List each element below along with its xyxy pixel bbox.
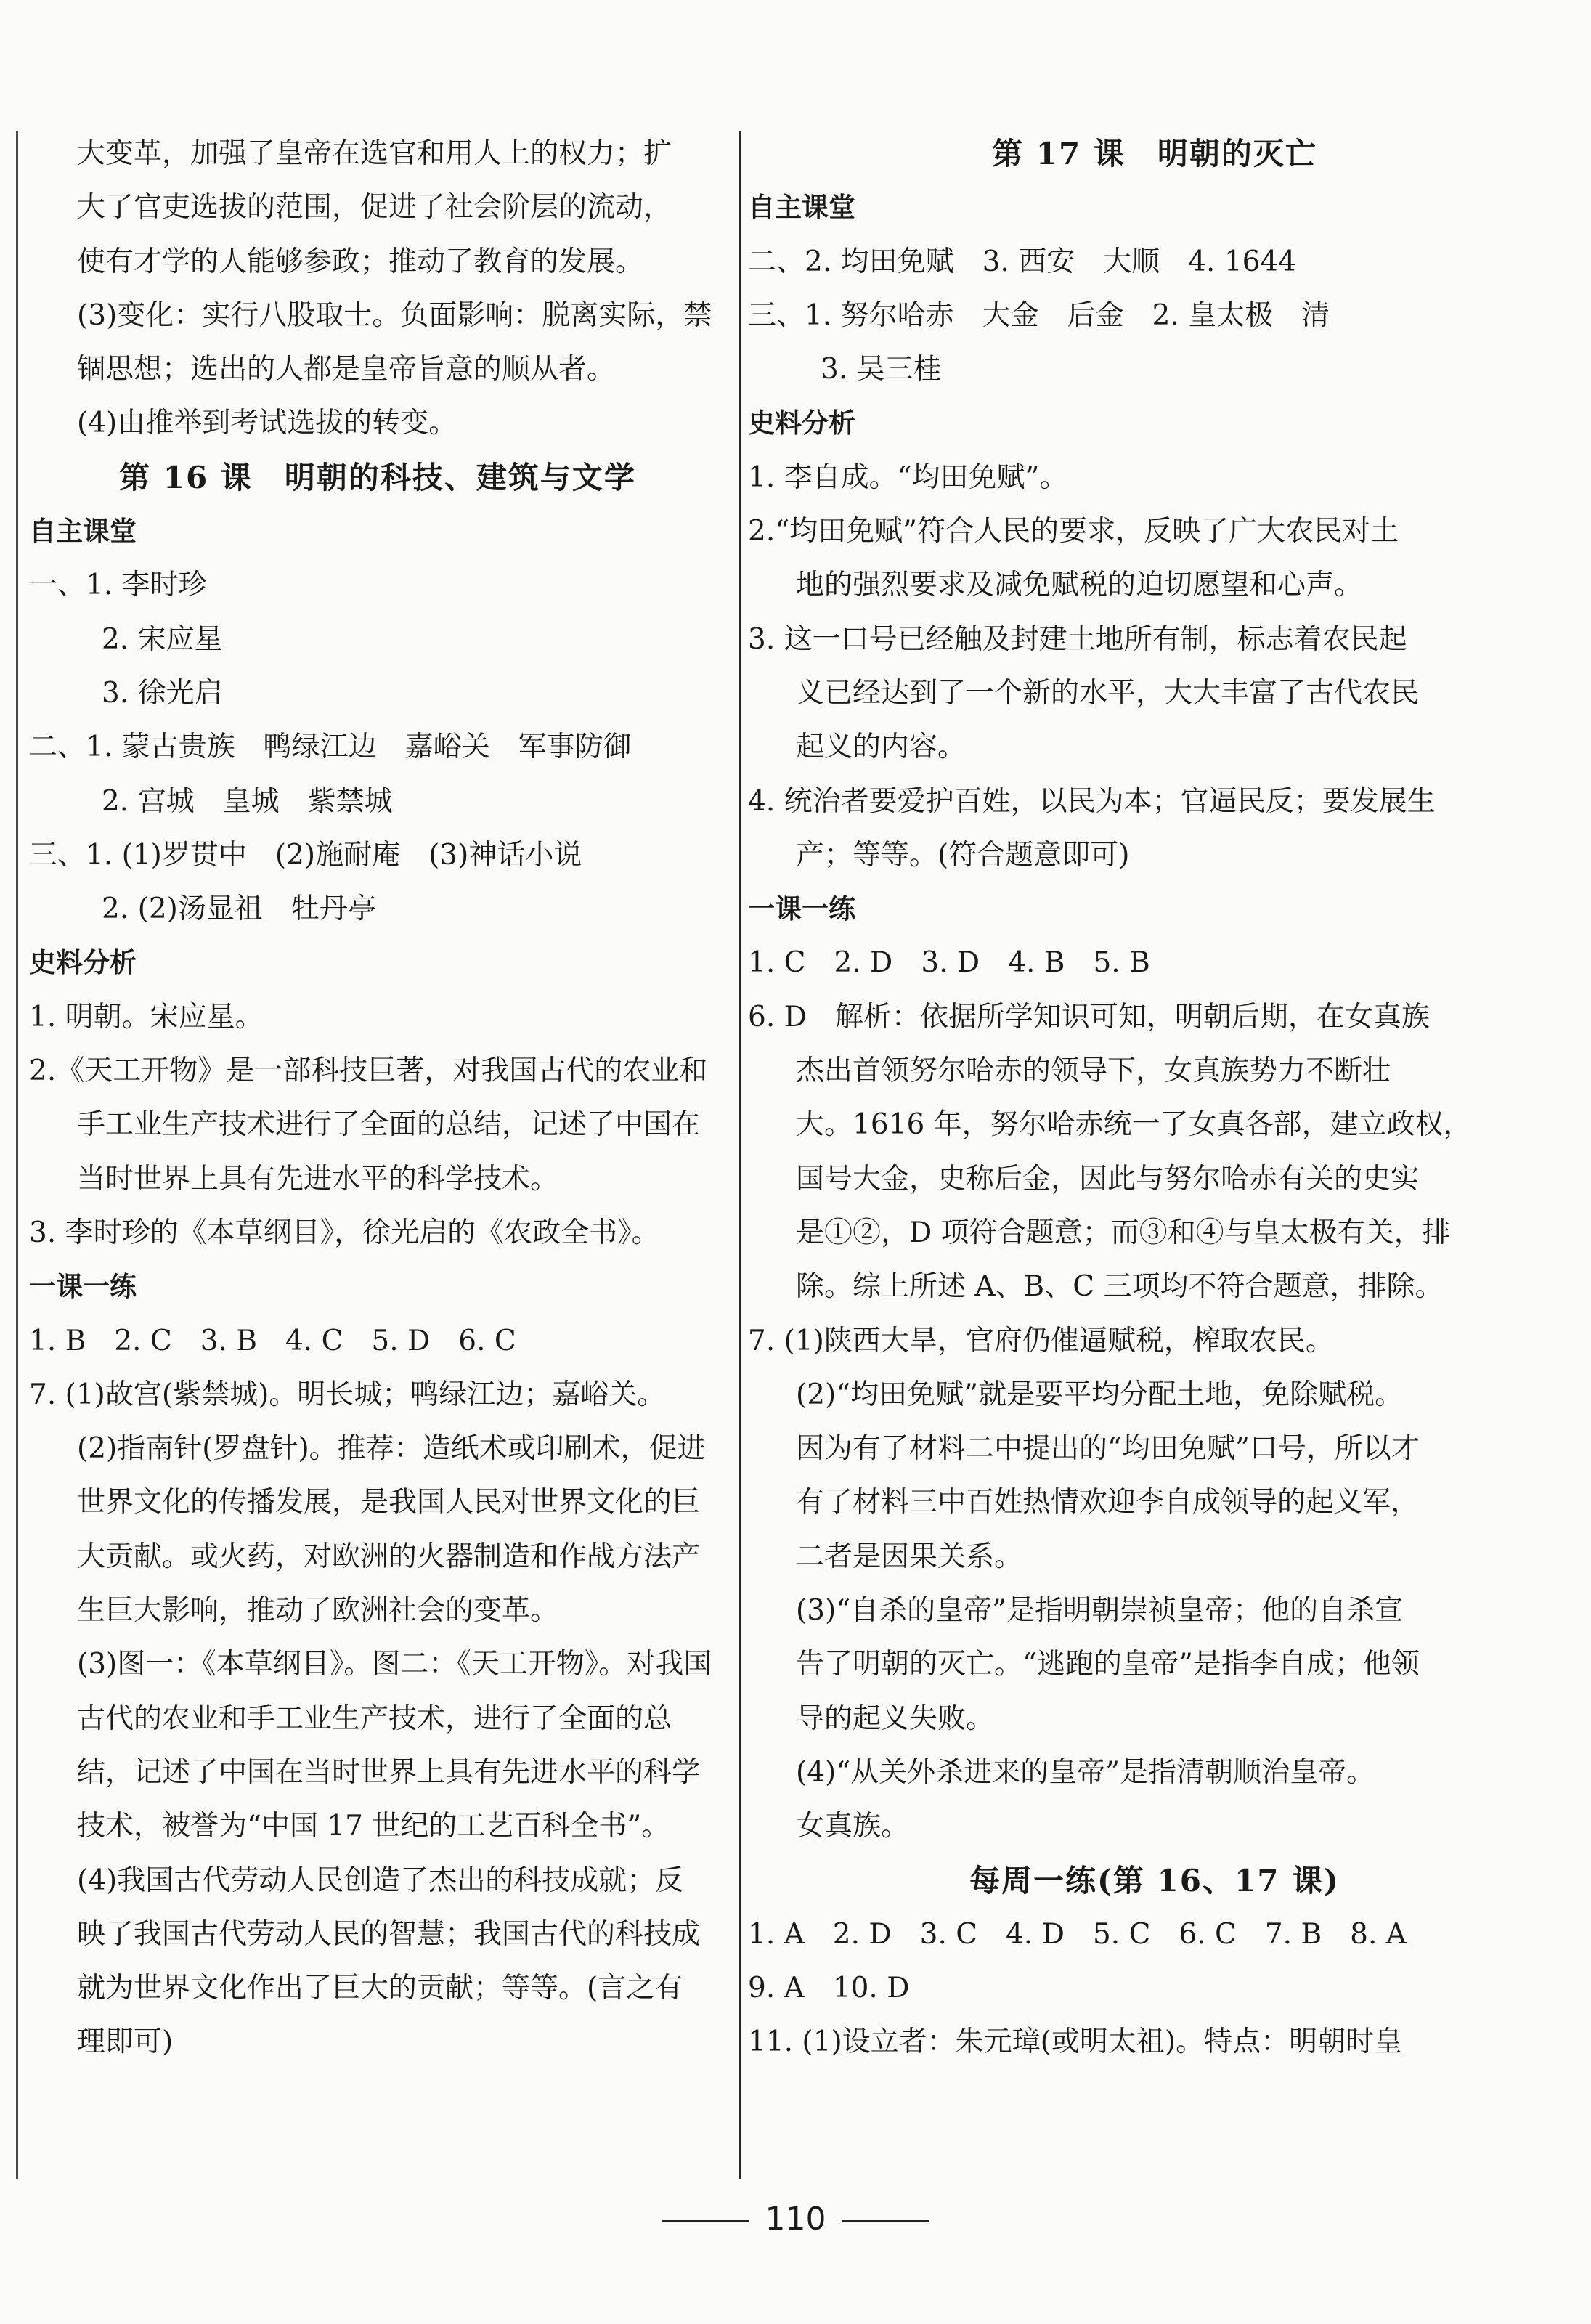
right-text-line: (3)“自杀的皇帝”是指明朝崇祯皇帝；他的自杀宣 (796, 1594, 1404, 1628)
left-text-line: 2.《天工开物》是一部科技巨著，对我国古代的农业和 (29, 1055, 708, 1088)
left-text-line: 大了官吏选拔的范围，促进了社会阶层的流动， (77, 191, 672, 224)
left-section-label: 自主课堂 (29, 516, 137, 548)
left-section-label: 一课一练 (29, 1271, 137, 1303)
right-text-line: 产；等等。(符合题意即可) (796, 838, 1130, 871)
left-text-line: 3. 徐光启 (102, 676, 223, 710)
left-text-line: 世界文化的传播发展，是我国人民对世界文化的巨 (77, 1486, 701, 1519)
left-text-line: 映了我国古代劳动人民的智慧；我国古代的科技成 (77, 1917, 701, 1951)
right-text-line: 7. (1)陕西大旱，官府仍催逼赋税，榨取农民。 (748, 1324, 1334, 1357)
left-text-line: 使有才学的人能够参政；推动了教育的发展。 (77, 245, 644, 278)
left-section-label: 史料分析 (29, 947, 137, 979)
right-text-line: 地的强烈要求及减免赋税的迫切愿望和心声。 (796, 569, 1363, 602)
right-column (748, 127, 1561, 2070)
left-text-line: (3)变化：实行八股取士。负面影响：脱离实际，禁 (77, 298, 712, 332)
left-text-line: 当时世界上具有先进水平的科学技术。 (77, 1162, 559, 1195)
right-text-line: 义已经达到了一个新的水平，大大丰富了古代农民 (796, 676, 1420, 710)
right-text-line: 因为有了材料二中提出的“均田免赋”口号，所以才 (796, 1432, 1420, 1466)
page-number: 110 (765, 2201, 826, 2238)
right-section-label: 史料分析 (748, 407, 855, 439)
right-text-line: 二、2. 均田免赋 3. 西安 大顺 4. 1644 (748, 245, 1297, 278)
column-divider (739, 131, 741, 2179)
right-text-line: 杰出首领努尔哈赤的领导下，女真族势力不断壮 (796, 1055, 1391, 1088)
left-text-line: 1. B 2. C 3. B 4. C 5. D 6. C (29, 1324, 516, 1357)
left-text-line: 大贡献。或火药，对欧洲的火器制造和作战方法产 (77, 1540, 701, 1573)
left-text-line: (3)图一：《本草纲目》。图二：《天工开物》。对我国 (77, 1648, 712, 1681)
right-text-line: 除。综上所述 A、B、C 三项均不符合题意，排除。 (796, 1270, 1444, 1304)
left-text-line: 技术，被誉为“中国 17 世纪的工艺百科全书”。 (77, 1810, 670, 1843)
left-text-line: (2)指南针(罗盘针)。推荐：造纸术或印刷术，促进 (77, 1432, 706, 1466)
left-text-line: 结，记述了中国在当时世界上具有先进水平的科学 (77, 1755, 701, 1789)
right-text-line: 是①②，D 项符合题意；而③和④与皇太极有关，排 (796, 1216, 1451, 1249)
right-lesson-heading: 第 17 课 明朝的灭亡 (992, 136, 1317, 171)
left-column (29, 127, 726, 2070)
left-text-line: (4)我国古代劳动人民创造了杰出的科技成就；反 (77, 1864, 684, 1897)
right-text-line: 国号大金，史称后金，因此与努尔哈赤有关的史实 (796, 1162, 1420, 1195)
left-text-line: 一、1. 李时珍 (29, 569, 207, 602)
left-text-line: 2. 宋应星 (102, 622, 223, 656)
right-text-line: 6. D 解析：依据所学知识可知，明朝后期，在女真族 (748, 1000, 1430, 1033)
right-text-line: (4)“从关外杀进来的皇帝”是指清朝顺治皇帝。 (796, 1755, 1375, 1789)
left-text-line: 二、1. 蒙古贵族 鸭绿江边 嘉峪关 军事防御 (29, 731, 632, 764)
right-text-line: 3. 吴三桂 (821, 353, 942, 386)
right-text-line: 起义的内容。 (796, 731, 967, 764)
left-text-line: 1. 明朝。宋应星。 (29, 1000, 264, 1033)
right-text-line: 有了材料三中百姓热情欢迎李自成领导的起义军， (796, 1486, 1420, 1519)
left-text-line: 2. (2)汤显祖 牡丹亭 (102, 893, 376, 926)
right-section-label: 一课一练 (748, 893, 855, 925)
right-text-line: 导的起义失败。 (796, 1702, 995, 1735)
right-text-line: 女真族。 (796, 1810, 910, 1843)
right-text-line: 1. C 2. D 3. D 4. B 5. B (748, 946, 1150, 980)
left-text-line: (4)由推举到考试选拔的转变。 (77, 407, 457, 440)
right-text-line: 9. A 10. D (748, 1972, 910, 2005)
page-footer (0, 2201, 1591, 2238)
left-text-line: 锢思想；选出的人都是皇帝旨意的顺从者。 (77, 353, 616, 386)
left-lesson-heading: 第 16 课 明朝的科技、建筑与文学 (119, 459, 636, 495)
left-text-line: 手工业生产技术进行了全面的总结，记述了中国在 (77, 1108, 701, 1142)
left-text-line: 生巨大影响，推动了欧洲社会的变革。 (77, 1594, 559, 1628)
footer-dash-left (662, 2220, 749, 2222)
left-text-line: 3. 李时珍的《本草纲目》，徐光启的《农政全书》。 (29, 1216, 660, 1249)
right-text-line: 告了明朝的灭亡。“逃跑的皇帝”是指李自成；他领 (796, 1648, 1420, 1681)
left-text-line: 理即可) (77, 2026, 174, 2059)
right-text-line: 2.“均田免赋”符合人民的要求，反映了广大农民对土 (748, 515, 1399, 548)
right-text-line: 1. A 2. D 3. C 4. D 5. C 6. C 7. B 8. A (748, 1917, 1407, 1951)
left-text-line: 大变革，加强了皇帝在选官和用人上的权力；扩 (77, 137, 672, 170)
left-text-line: 古代的农业和手工业生产技术，进行了全面的总 (77, 1702, 672, 1735)
right-text-line: 三、1. 努尔哈赤 大金 后金 2. 皇太极 清 (748, 298, 1330, 332)
right-text-line: 1. 李自成。“均田免赋”。 (748, 460, 1068, 494)
right-section-label: 自主课堂 (748, 192, 855, 224)
right-text-line: 4. 统治者要爱护百姓，以民为本；官逼民反；要发展生 (748, 784, 1436, 818)
left-text-line: 2. 宫城 皇城 紫禁城 (102, 784, 393, 818)
right-text-line: 大。1616 年，努尔哈赤统一了女真各部，建立政权， (796, 1108, 1472, 1142)
binding-edge-line (16, 131, 18, 2179)
left-text-line: 三、1. (1)罗贯中 (2)施耐庵 (3)神话小说 (29, 838, 582, 871)
left-text-line: 就为世界文化作出了巨大的贡献；等等。(言之有 (77, 1972, 683, 2005)
right-lesson-heading: 每周一练(第 16、17 课) (969, 1862, 1340, 1898)
right-text-line: (2)“均田免赋”就是要平均分配土地，免除赋税。 (796, 1378, 1404, 1411)
right-text-line: 11. (1)设立者：朱元璋(或明太祖)。特点：明朝时皇 (748, 2026, 1403, 2059)
right-text-line: 3. 这一口号已经触及封建土地所有制，标志着农民起 (748, 622, 1407, 656)
right-text-line: 二者是因果关系。 (796, 1540, 1023, 1573)
footer-dash-right (842, 2220, 929, 2222)
left-text-line: 7. (1)故宫(紫禁城)。明长城；鸭绿江边；嘉峪关。 (29, 1378, 666, 1411)
